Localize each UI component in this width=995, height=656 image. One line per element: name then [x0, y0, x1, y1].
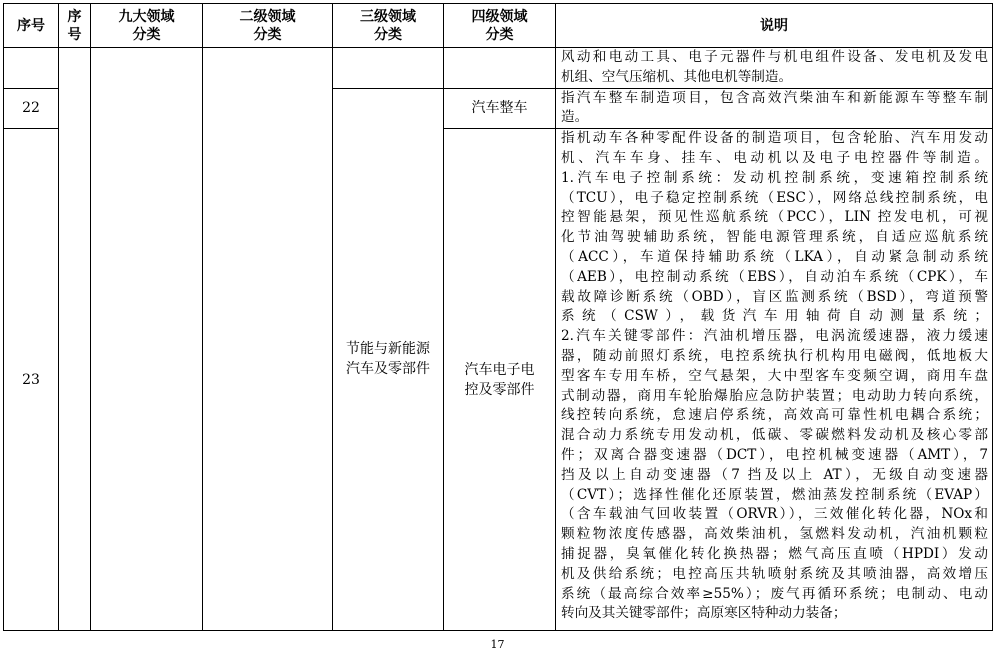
- row-level3-merged: 节能与新能源 汽车及零部件: [333, 88, 444, 631]
- row-seq: 22: [4, 88, 59, 129]
- description-line: 机及供给系统；电控高压共轨喷射系统及其喷油器，高效增压: [561, 565, 988, 582]
- description-line: 式制动器，商用车轮胎爆胎应急防护装置；电动助力转向系统，: [561, 387, 988, 404]
- row-description: [556, 129, 993, 631]
- row-description: [556, 48, 993, 89]
- description-line: 指机动车各种零配件设备的制造项目，包含轮胎、汽车用发动: [561, 130, 988, 147]
- classification-table: [3, 3, 993, 631]
- description-line: 系统（CSW），载货汽车用轴荷自动测量系统；: [561, 308, 988, 325]
- row-seq: 23: [4, 129, 59, 631]
- row-level4: 汽车电子电 控及零部件: [444, 129, 556, 631]
- header-description: 说明: [556, 4, 993, 48]
- page-number: 17: [490, 638, 505, 651]
- header-level2: 二级领域 分类: [203, 4, 333, 48]
- description-line: （CVT）；选择性催化还原装置，燃油蒸发控制系统（EVAP）: [561, 486, 988, 503]
- description-line: （ACC），车道保持辅助系统（LKA），自动紧急制动系统: [561, 248, 988, 265]
- description-line: 控智能悬架，预见性巡航系统（PCC），LIN 控发电机，可视: [561, 209, 988, 226]
- row-level3: [333, 48, 444, 89]
- description-line: （TCU），电子稳定控制系统（ESC），网络总线控制系统，电: [561, 189, 988, 206]
- header-row: [4, 4, 993, 48]
- description-line: 挡及以上自动变速器（7 挡及以上 AT），无级自动变速器: [561, 466, 988, 483]
- description-line: 器，随动前照灯系统，电控系统执行机构用电磁阀，低地板大: [561, 347, 988, 364]
- description-line: 转向及其关键零部件；高原寒区特种动力装备；: [561, 605, 847, 622]
- header-level1: 九大领域 分类: [91, 4, 203, 48]
- row-seq: [4, 48, 59, 89]
- description-line: 载故障诊断系统（OBD），盲区监测系统（BSD），弯道预警: [561, 288, 988, 305]
- merged-level1: [91, 48, 203, 631]
- description-line: 造。: [561, 109, 589, 126]
- description-line: 化节油驾驶辅助系统，智能电源管理系统，自适应巡航系统: [561, 229, 988, 246]
- header-level3: 三级领域 分类: [333, 4, 444, 48]
- description-line: 型客车专用车桥，空气悬架，大中型客车变频空调，商用车盘: [561, 367, 988, 384]
- row-level4: [444, 48, 556, 89]
- header-level4: 四级领域 分类: [444, 4, 556, 48]
- description-line: 机组、空气压缩机、其他电机等制造。: [561, 68, 793, 85]
- header-seq: 序号: [4, 4, 59, 48]
- description-line: 系统（最高综合效率≥55%）；废气再循环系统；电制动、电动: [561, 585, 988, 602]
- merged-seq-small: [59, 48, 91, 631]
- header-seq-small: 序 号: [59, 4, 91, 48]
- description-line: （AEB），电控制动系统（EBS），自动泊车系统（CPK），车: [561, 268, 988, 285]
- table-row: [4, 48, 993, 89]
- description-line: 捕捉器，臭氧催化转化换热器；燃气高压直喷（HPDI）发动: [561, 545, 988, 562]
- row-level4: 汽车整车: [444, 88, 556, 129]
- description-line: 机、汽车车身、挂车、电动机以及电子电控器件等制造。: [561, 149, 988, 166]
- description-line: 混合动力系统专用发动机，低碳、零碳燃料发动机及核心零部: [561, 427, 988, 444]
- description-line: 颗粒物浓度传感器，高效柴油机，氢燃料发动机，汽油机颗粒: [561, 526, 988, 543]
- description-line: （含车载油气回收装置（ORVR）），三效催化转化器，NOx和: [561, 506, 988, 523]
- description-line: 线控转向系统，怠速启停系统，高效高可靠性机电耦合系统；: [561, 407, 988, 424]
- merged-level2: [203, 48, 333, 631]
- description-line: 风动和电动工具、电子元器件与机电组件设备、发电机及发电: [561, 49, 988, 65]
- description-line: 1.汽车电子控制系统：发动机控制系统，变速箱控制系统: [561, 169, 988, 186]
- description-line: 件；双离合器变速器（DCT），电控机械变速器（AMT），7: [561, 446, 988, 463]
- description-line: 2.汽车关键零部件：汽油机增压器，电涡流缓速器，液力缓速: [561, 328, 988, 345]
- description-line: 指汽车整车制造项目，包含高效汽柴油车和新能源车等整车制: [561, 89, 988, 106]
- row-description: [556, 88, 993, 129]
